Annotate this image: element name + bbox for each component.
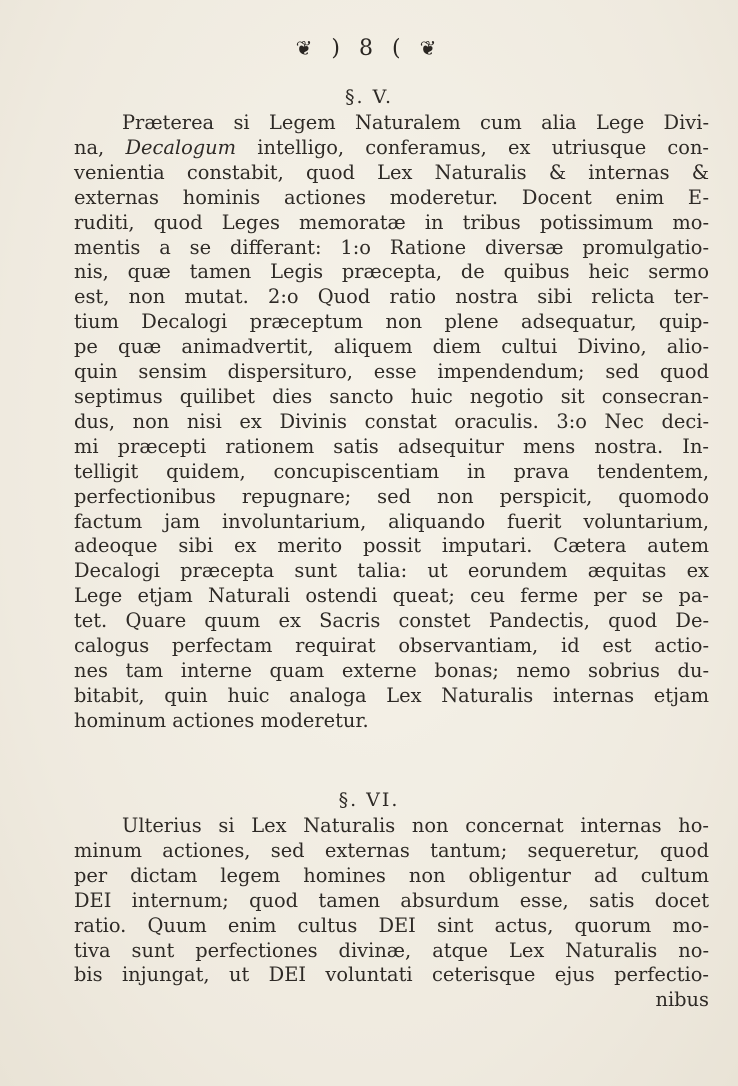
text-line: telligit quidem, concupiscentiam in prava tendentem, [74,459,709,483]
text-line: dus, non nisi ex Divinis constat oraculis. 3:o Nec deci- [74,409,709,433]
text-line: tet. Quare quum ex Sacris constet Pandectis, quod De- [74,609,709,633]
text-line: bis injungat, ut DEI voluntati ceterisque ejus perfectio- [74,963,709,987]
text-line: Ulterius si Lex Naturalis non concernat internas ho- [122,814,709,837]
text-line: pe quæ animadvertit, aliquem diem cultui Divino, alio- [74,335,709,359]
section-body [74,111,709,734]
text-line: ratio. Quum enim cultus DEI sint actus, quorum mo- [74,913,709,937]
text-line: minum actiones, sed externas tantum; sequeretur, quod [74,838,709,862]
text-line: tiva sunt perfectiones divinæ, atque Lex Naturalis no- [74,938,709,962]
text-line: est, non mutat. 2:o Quod ratio nostra sibi relicta ter- [74,285,709,309]
text-line: DEI internum; quod tamen absurdum esse, satis docet [74,888,709,912]
text-line: septimus quilibet dies sancto huic negotio sit consecran- [74,384,709,408]
text-line: factum jam involuntarium, aliquando fuerit voluntarium, [74,509,709,533]
text-line: mi præcepti rationem satis adsequitur mens nostra. In- [74,434,709,458]
text-line: Decalogi præcepta sunt talia: ut eorundem æquitas ex [74,559,709,583]
text-line: nis, quæ tamen Legis præcepta, de quibus heic sermo [74,260,709,284]
page-number: 8 [359,36,379,61]
text-line: calogus perfectam requirat observantiam, id est actio- [74,634,709,658]
text-line: quin sensim dispersituro, esse impendendum; sed quod [74,360,709,384]
section-body [74,814,709,1013]
text-line: per dictam legem homines non obligentur ad cultum [74,863,709,887]
section-heading: §. V. [344,86,394,108]
right-bracket: ( [392,36,407,61]
running-header [0,36,738,61]
text-line [74,136,709,161]
text-line: venientia constabit, quod Lex Naturalis & internas & [74,160,709,184]
catchword: nibus [655,988,709,1012]
text-line: perfectionibus repugnare; sed non perspicit, quomodo [74,484,709,508]
text-line: bitabit, quin huic analoga Lex Naturalis internas etjam [74,683,709,707]
left-ornament-icon: ❦ [295,36,319,60]
text-line: mentis a se differant: 1:o Ratione diversæ promulgatio- [74,235,709,259]
text-line: externas hominis actiones moderetur. Docent enim E- [74,185,709,209]
text-line: adeoque sibi ex merito possit imputari. Cætera autem [74,534,709,558]
text-line: Præterea si Legem Naturalem cum alia Lege Divi- [122,111,709,134]
text-line: hominum actiones moderetur. [74,708,369,732]
text-line: Lege etjam Naturali ostendi queat; ceu ferme per se pa- [74,584,709,608]
line-text: na, Decalogum intelligo, conferamus, ex utriusque con- [74,135,709,159]
text-line: nes tam interne quam externe bonas; nemo sobrius du- [74,658,709,682]
section-heading: §. VI. [338,789,400,811]
left-bracket: ) [331,36,346,61]
text-line: tium Decalogi præceptum non plene adsequatur, quip- [74,310,709,334]
right-ornament-icon: ❦ [419,36,443,60]
text-line: ruditi, quod Leges memoratæ in tribus potissimum mo- [74,210,709,234]
